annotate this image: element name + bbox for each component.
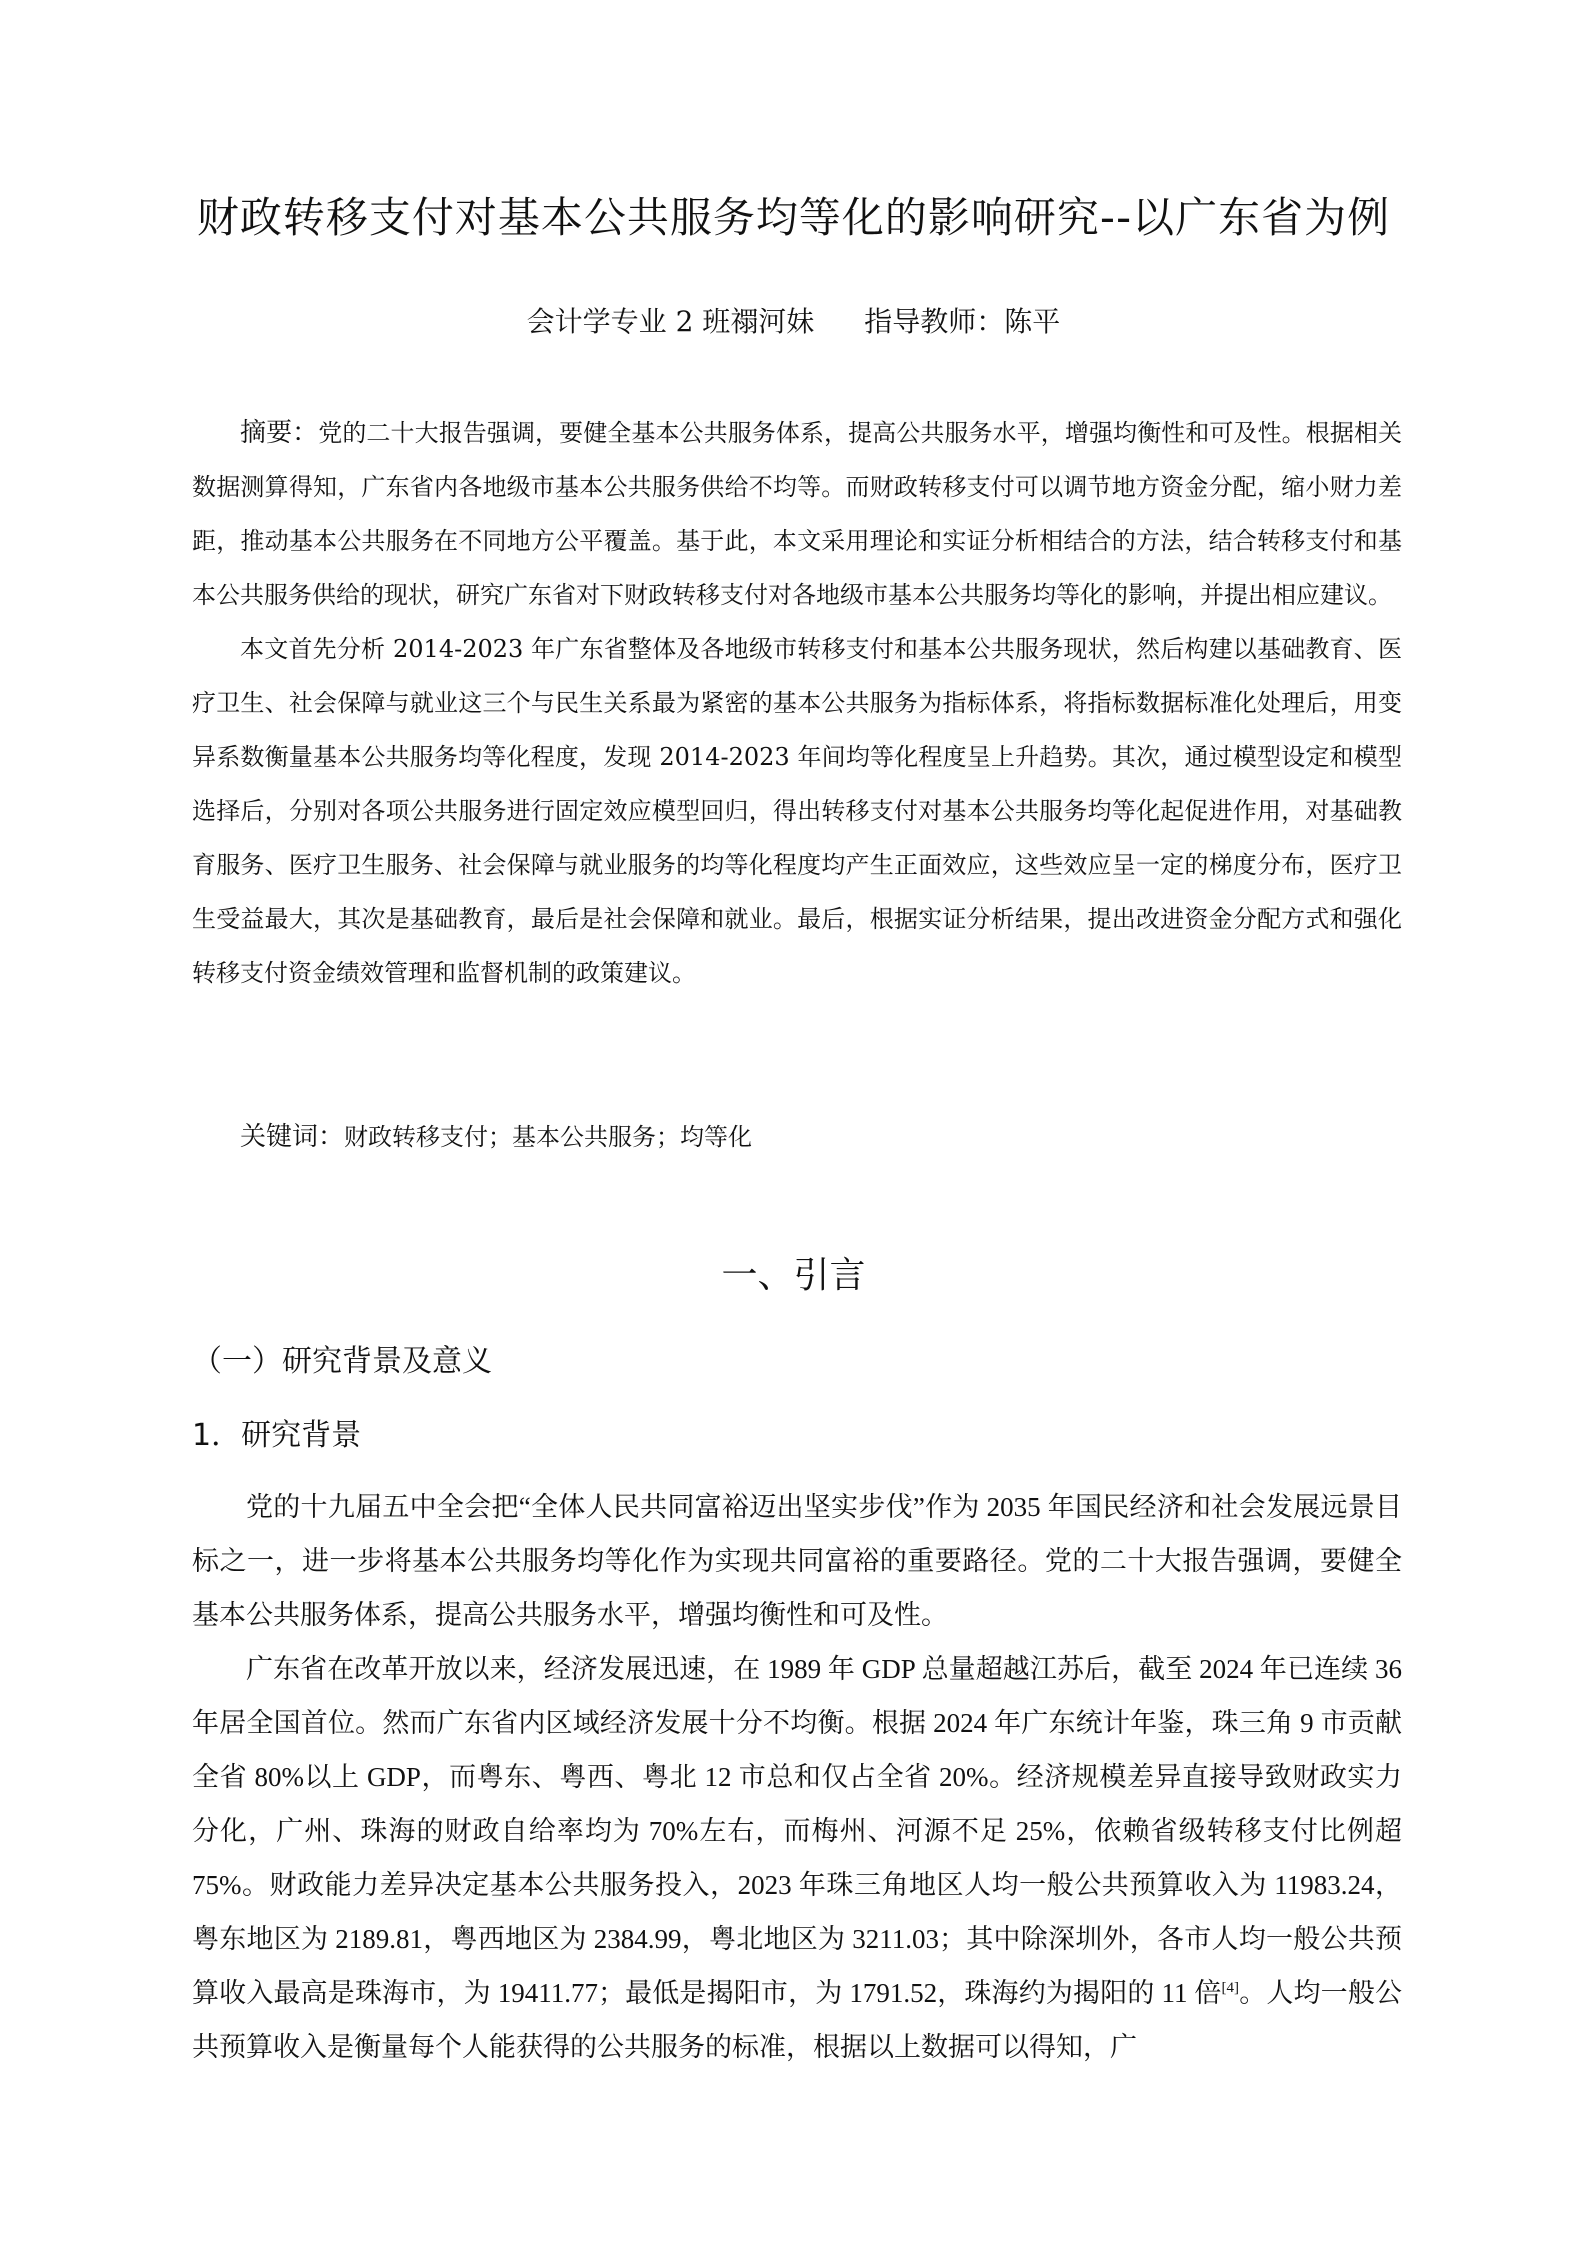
body-paragraph-2 — [192, 1642, 1402, 2074]
subsection-title: 1．研究背景 — [192, 1418, 362, 1453]
body-paragraph-1: 党的十九届五中全会把“全体人民共同富裕迈出坚实步伐”作为 2035 年国民经济和社会发展远景目标之一，进一步将基本公共服务均等化作为实现共同富裕的重要路径。党的二十大报告强调，要健全基本公共服务体系，提高公共服务水平，增强均衡性和可及性。 — [192, 1492, 1402, 1630]
author-student: 会计学专业 2 班禤河妹 — [526, 305, 815, 338]
abstract-paragraph-1 — [192, 406, 1402, 622]
abstract-text-1: 党的二十大报告强调，要健全基本公共服务体系，提高公共服务水平，增强均衡性和可及性。根据相关数据测算得知，广东省内各地级市基本公共服务供给不均等。而财政转移支付可以调节地方资金分配，缩小财力差距，推动基本公共服务在不同地方公平覆盖。基于此，本文采用理论和实证分析相结合的方法，结合转移支付和基本公共服务供给的现状，研究广东省对下财政转移支付对各地级市基本公共服务均等化的影响，并提出相应建议。 — [192, 419, 1402, 609]
abstract-label: 摘要： — [240, 418, 319, 448]
paper-title: 财政转移支付对基本公共服务均等化的影响研究--以广东省为例 — [196, 193, 1391, 242]
chapter-title: 一、引言 — [721, 1255, 866, 1296]
body-section — [192, 1480, 1402, 2074]
body-paragraph-2-text: 广东省在改革开放以来，经济发展迅速，在 1989 年 GDP 总量超越江苏后，截至 2024 年已连续 36 年居全国首位。然而广东省内区域经济发展十分不均衡。根据 2024 年广东统计年鉴，珠三角 9 市贡献全省 80%以上 GDP，而粤东、粤西、粤北 12 市总和仅占全省 20%。经济规模差异直接导致财政实力分化，广州、珠海的财政自给率均为 70%左右，而梅州、河源不足 25%，依赖省级转移支付比例超 75%。财政能力差异决定基本公共服务投入，2023 年珠三角地区人均一般公共预算收入为 11983.24，粤东地区为 2189.81，粤西地区为 2384.99，粤北地区为 3211.03；其中除深圳外，各市人均一般公共预算收入最高是珠海市，为 19411.77；最低是揭阳市，为 1791.52，珠海约为揭阳的 11 倍 — [192, 1654, 1402, 2008]
abstract-section — [192, 406, 1402, 1000]
citation-ref[interactable]: [4] — [1221, 1980, 1240, 1996]
body-paragraph-2-tail: 。人均一般公共预算收入是衡量每个人能获得的公共服务的标准，根据以上数据可以得知，广 — [192, 1978, 1403, 2062]
author-advisor: 指导教师：陈平 — [864, 305, 1061, 338]
section-title: （一）研究背景及意义 — [192, 1344, 492, 1379]
abstract-paragraph-2: 本文首先分析 2014-2023 年广东省整体及各地级市转移支付和基本公共服务现状，然后构建以基础教育、医疗卫生、社会保障与就业这三个与民生关系最为紧密的基本公共服务为指标体系，将指标数据标准化处理后，用变异系数衡量基本公共服务均等化程度，发现 2014-2023 年间均等化程度呈上升趋势。其次，通过模型设定和模型选择后，分别对各项公共服务进行固定效应模型回归，得出转移支付对基本公共服务均等化起促进作用，对基础教育服务、医疗卫生服务、社会保障与就业服务的均等化程度均产生正面效应，这些效应呈一定的梯度分布，医疗卫生受益最大，其次是基础教育，最后是社会保障和就业。最后，根据实证分析结果，提出改进资金分配方式和强化转移支付资金绩效管理和监督机制的政策建议。 — [192, 635, 1402, 987]
keywords-label: 关键词： — [240, 1122, 345, 1152]
keywords-text: 财政转移支付；基本公共服务；均等化 — [344, 1123, 753, 1151]
keywords-line — [192, 1110, 1402, 1164]
author-line — [0, 302, 1587, 342]
